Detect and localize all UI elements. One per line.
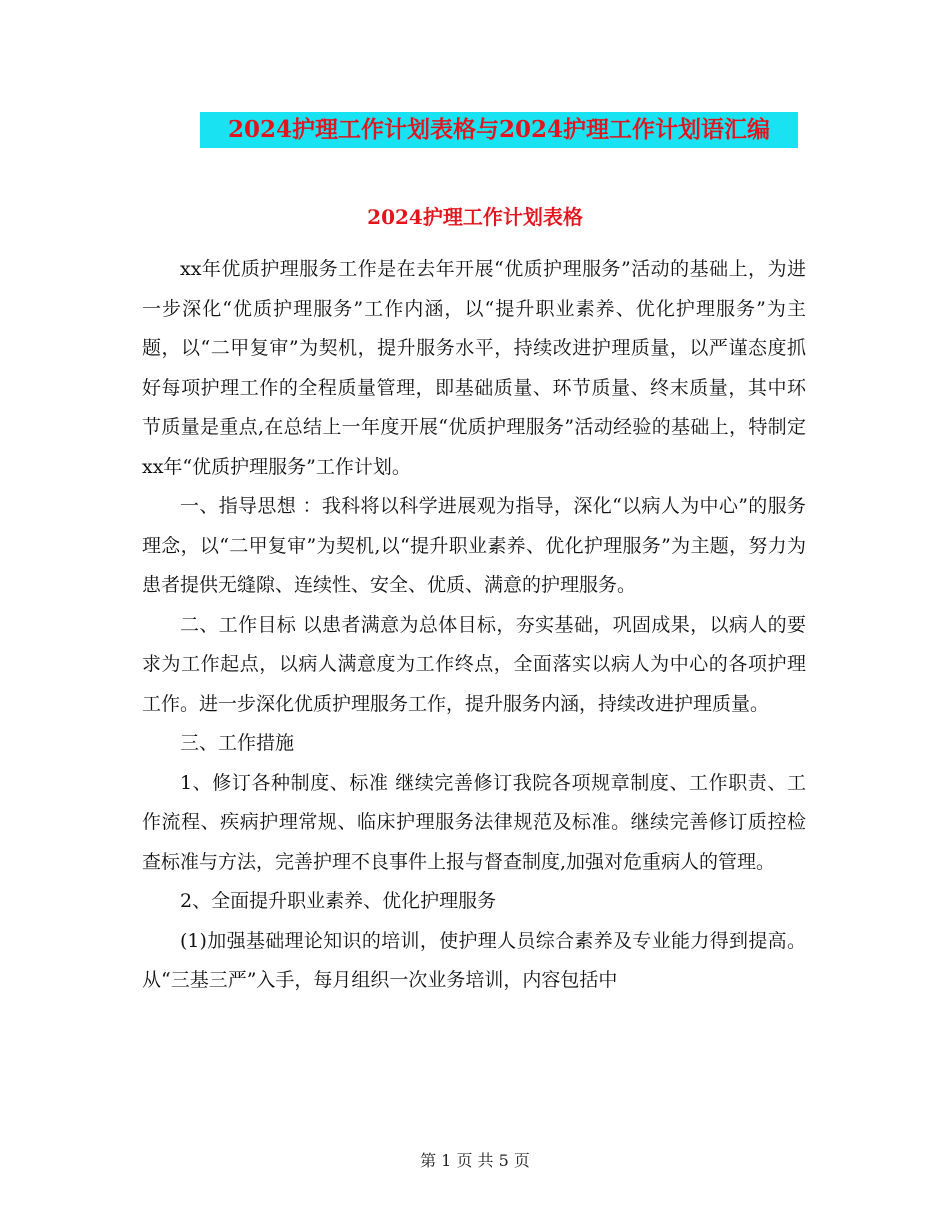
paragraph-measure-2-heading: 2、全面提升职业素养、优化护理服务	[180, 890, 497, 912]
document-body	[142, 250, 806, 1001]
section-title: 2024护理工作计划表格	[367, 205, 583, 229]
paragraph-guiding-ideology: 一、指导思想 ：我科将以科学进展观为指导，深化“以病人为中心”的服务理念，以“二甲复审”为契机,以“提升职业素养、优化护理服务”为主题，努力为患者提供无缝隙、连续性、安全、优质、满意的护理服务。	[142, 495, 806, 596]
paragraph-measure-2-item-1: (1)加强基础理论知识的培训，使护理人员综合素养及专业能力得到提高。从“三基三严”入手，每月组织一次业务培训，内容包括中	[142, 929, 806, 991]
paragraph-measure-1: 1、修订各种制度、标准 继续完善修订我院各项规章制度、工作职责、工作流程、疾病护理常规、临床护理服务法律规范及标准。继续完善修订质控检查标准与方法，完善护理不良事件上报与督查制度,加强对危重病人的管理。	[142, 771, 806, 873]
document-main-title: 2024护理工作计划表格与2024护理工作计划语汇编	[200, 112, 798, 148]
paragraph-work-measures-heading: 三、工作措施	[180, 732, 295, 754]
paragraph-work-goals: 二、工作目标 以患者满意为总体目标，夯实基础，巩固成果，以病人的要求为工作起点，以病人满意度为工作终点，全面落实以病人为中心的各项护理工作。进一步深化优质护理服务工作，提升服务内涵，持续改进护理质量。	[142, 613, 806, 715]
paragraph-intro: xx年优质护理服务工作是在去年开展“优质护理服务”活动的基础上，为进一步深化“优质护理服务”工作内涵，以“提升职业素养、优化护理服务”为主题，以“二甲复审”为契机，提升服务水平，持续改进护理质量，以严谨态度抓好每项护理工作的全程质量管理，即基础质量、环节质量、终末质量，其中环节质量是重点,在总结上一年度开展“优质护理服务”活动经验的基础上，特制定xx年“优质护理服务”工作计划。	[142, 258, 806, 478]
page-footer: 第 1 页 共 5 页	[420, 1151, 530, 1170]
